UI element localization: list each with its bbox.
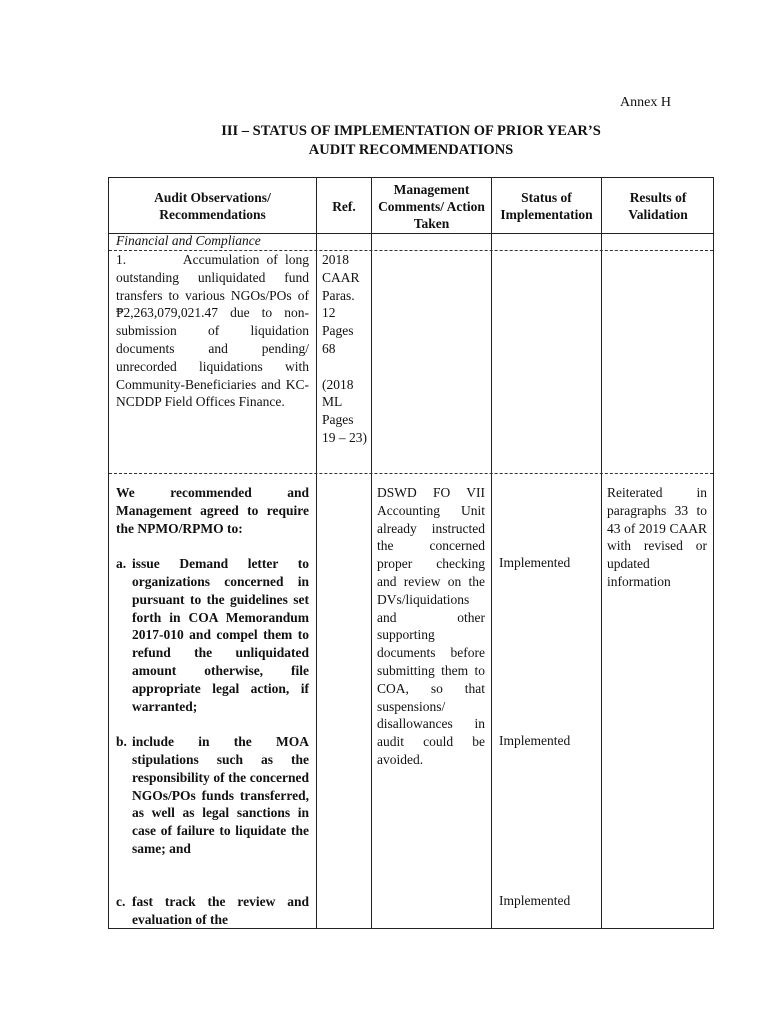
status-implemented-b: Implemented [499,733,571,748]
header-validation: Results of Validation [628,190,688,222]
validation-result: Reiterated in paragraphs 33 to 43 of 2019 CAAR with revised or updated information [607,485,707,589]
header-management-comments: Management Comments/ Action Taken [378,181,485,231]
reference-cell [322,251,368,447]
list-item-label: b. [116,734,127,750]
column-divider [371,178,372,928]
list-item-label: a. [116,556,127,572]
list-item-text: issue Demand letter to organizations concerned in pursuant to the guidelines set forth in COA Memorandum 2017-010 and compel them to refund the unliquidated amount otherwise, file appropriate legal action, if warranted; [132,556,309,714]
recommendation-cell [116,484,309,929]
header-status: Status of Implementation [500,190,593,222]
column-divider [601,178,602,928]
management-comment: DSWD FO VII Accounting Unit already instructed the concerned proper checking and review on the DVs/liquidations and other supporting documents before submitting them to COA, so that suspensions/ disallowances in audit could be avoided. [377,485,485,767]
header-audit-observations: Audit Observations/ Recommendations [154,190,271,222]
header-ref: Ref. [332,198,356,214]
observation-text: 1. Accumulation of long outstanding unliquidated fund transfers to various NGOs/POs of ₱2,263,079,021.47 due to non-submission of liquidation documents and pending/ unrecorded liquidations with Community-Beneficiaries and KC-NCDDP Field Offices Finance. [116,252,309,410]
section-label: Financial and Compliance [116,233,261,248]
recommendation-intro: We recommended and Management agreed to require the NPMO/RPMO to: [116,485,309,536]
list-item [116,893,309,929]
page-title [108,122,714,160]
status-implemented-a: Implemented [499,555,571,570]
row-divider [109,473,713,474]
reference-ml: (2018 ML Pages 19 – 23) [322,376,367,445]
annex-label: Annex H [620,95,671,110]
audit-table [108,177,714,929]
list-item-text: fast track the review and evaluation of the [132,894,309,928]
title-line-1: III – STATUS OF IMPLEMENTATION OF PRIOR YEAR’S [221,123,601,139]
reference-caar: 2018 CAAR Paras. 12 Pages 68 [322,252,360,356]
column-divider [491,178,492,928]
status-implemented-c: Implemented [499,893,571,908]
list-item-label: c. [116,894,126,910]
list-item-text: include in the MOA stipulations such as the responsibility of the concerned NGOs/POs funds transferred, as well as legal sanctions in case of failure to liquidate the same; and [132,734,309,856]
title-line-2: AUDIT RECOMMENDATIONS [308,142,514,158]
list-item [116,733,309,858]
list-item [116,555,309,715]
column-divider [316,178,317,928]
